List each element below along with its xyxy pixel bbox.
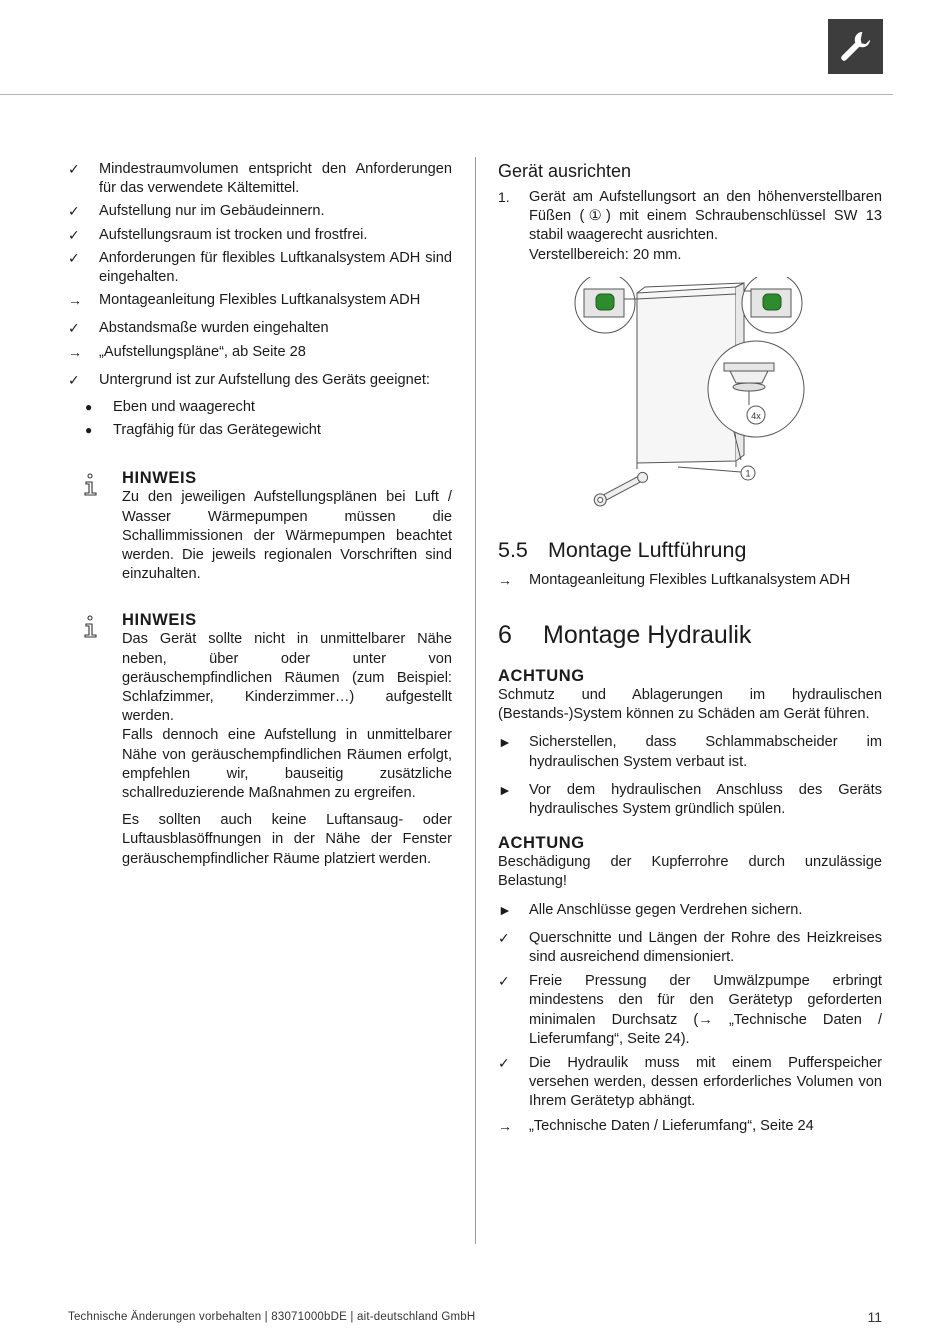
arrow-right-icon: → bbox=[68, 343, 82, 360]
distance-list bbox=[68, 319, 452, 361]
check-icon: ✓ bbox=[498, 973, 510, 990]
header-rule bbox=[0, 94, 893, 95]
list-item: ✓ Mindestraumvolumen entspricht den Anforderungen für das verwendete Kältemittel. bbox=[68, 161, 452, 197]
right-column bbox=[498, 160, 882, 1136]
bullet-icon: ● bbox=[85, 423, 93, 438]
callout-number: 1 bbox=[745, 468, 751, 479]
alignment-figure bbox=[498, 277, 882, 517]
cross-reference: → „Technische Daten / Lieferumfang“, Seite 24 bbox=[498, 1117, 882, 1136]
check-icon: ✓ bbox=[68, 161, 80, 177]
list-item: ✓ Abstandsmaße wurden eingehalten bbox=[68, 319, 452, 338]
align-heading: Gerät ausrichten bbox=[498, 161, 632, 181]
warning-text: Beschädigung der Kupferrohre durch unzulässige Belastung! bbox=[498, 854, 882, 890]
list-item: ✓ Untergrund ist zur Aufstellung des Geräts geeignet: bbox=[68, 371, 452, 390]
arrow-right-icon: → bbox=[498, 1117, 512, 1134]
check-icon: ✓ bbox=[68, 371, 80, 388]
note-text: Falls dennoch eine Aufstellung in unmittelbarer Nähe von geräuschempfindlichen Räumen erfolgt, empfehlen wir, bauseitig zusätzliche schallreduzierende Maßnahmen zu ergreifen. bbox=[122, 727, 452, 802]
step-item: ► Vor dem hydraulischen Anschluss des Geräts hydraulisches System gründlich spülen. bbox=[498, 781, 882, 818]
list-item: ✓ Die Hydraulik muss mit einem Pufferspeicher versehen werden, dessen erforderliches Volumen von Ihrem Gerätetyp abhängt. bbox=[498, 1055, 882, 1110]
note-title: HINWEIS bbox=[122, 611, 197, 630]
ground-bullets bbox=[68, 398, 452, 440]
requirements-list bbox=[68, 160, 452, 310]
step-item: 1. Gerät am Aufstellungsort an den höhenverstellbaren Füßen (①) mit einem Schraubenschlüssel SW 13 stabil waagerecht ausrichten. Verstellbereich: 20 mm. bbox=[498, 189, 882, 263]
appliance-illustration bbox=[498, 277, 882, 517]
column-divider bbox=[475, 157, 476, 1244]
note-box bbox=[68, 610, 452, 868]
warning-text: Schmutz und Ablagerungen im hydraulischen (Bestands-)System können zu Schäden am Gerät führen. bbox=[498, 687, 882, 723]
play-arrow-icon: ► bbox=[498, 734, 512, 751]
list-item: ● Tragfähig für das Gerätegewicht bbox=[68, 421, 452, 440]
note-box bbox=[68, 468, 452, 584]
note-title: HINWEIS bbox=[122, 469, 197, 488]
warning-block bbox=[498, 666, 882, 819]
list-item: ✓ Freie Pressung der Umwälzpumpe erbringt mindestens den für den Gerätetyp geforderten minimalen Durchsatz (→ „Technische Daten / Lieferumfang“, Seite 24). bbox=[498, 973, 882, 1047]
note-text: Es sollten auch keine Luftansaug- oder Luftausblasöffnungen in der Nähe der Fenster geräuschempfindlicher Räume platziert werden. bbox=[122, 812, 452, 867]
note-text: Das Gerät sollte nicht in unmittelbarer Nähe neben, über oder unter von geräuschempfindlichen Räumen (zum Beispiel: Schlafzimmer, Kinderzimmer…) aufgestellt werden. bbox=[122, 631, 452, 725]
arrow-right-icon: → bbox=[498, 571, 512, 588]
list-item: ✓ Aufstellung nur im Gebäudeinnern. bbox=[68, 202, 452, 221]
left-column bbox=[68, 160, 452, 869]
warning-title: ACHTUNG bbox=[498, 667, 585, 686]
check-icon: ✓ bbox=[498, 929, 510, 946]
wrench-icon bbox=[836, 27, 875, 66]
check-icon: ✓ bbox=[68, 203, 80, 220]
list-item: ✓ Anforderungen für flexibles Luftkanalsystem ADH sind eingehalten. bbox=[68, 249, 452, 286]
info-icon bbox=[82, 473, 100, 497]
footer-text: Technische Änderungen vorbehalten | 83071000bDE | ait-deutschland GmbH bbox=[68, 1311, 476, 1323]
play-arrow-icon: ► bbox=[498, 781, 512, 798]
section-heading: 5.5 Montage Luftführung bbox=[498, 537, 747, 562]
warning-title: ACHTUNG bbox=[498, 834, 585, 853]
section-badge bbox=[828, 19, 883, 74]
page-number: 11 bbox=[867, 1309, 882, 1325]
check-icon: ✓ bbox=[68, 226, 80, 243]
step-item: ► Alle Anschlüsse gegen Verdrehen sichern. bbox=[498, 901, 882, 920]
warning-block bbox=[498, 833, 882, 1136]
arrow-right-icon: → bbox=[68, 292, 82, 309]
check-icon: ✓ bbox=[498, 1055, 510, 1072]
list-item: ✓ Querschnitte und Längen der Rohre des Heizkreises sind ausreichend dimensioniert. bbox=[498, 929, 882, 966]
step-item: ► Sicherstellen, dass Schlammabscheider im hydraulischen System verbaut ist. bbox=[498, 734, 882, 770]
cross-reference: → Montageanleitung Flexibles Luftkanalsystem ADH bbox=[498, 571, 882, 590]
play-arrow-icon: ► bbox=[498, 901, 512, 918]
bullet-icon: ● bbox=[85, 400, 93, 415]
check-icon: ✓ bbox=[68, 249, 80, 266]
list-item: ✓ Aufstellungsraum ist trocken und frostfrei. bbox=[68, 226, 452, 245]
info-icon bbox=[82, 615, 100, 639]
cross-reference: → Montageanleitung Flexibles Luftkanalsystem ADH bbox=[68, 291, 452, 310]
quantity-badge: 4x bbox=[751, 410, 761, 421]
note-text: Zu den jeweiligen Aufstellungsplänen bei Luft / Wasser Wärmepumpen müssen die Schallimmissionen der Wärmepumpen beachtet werden. Die jeweils regionalen Vorschriften sind einzuhalten. bbox=[122, 489, 452, 583]
step-number: 1. bbox=[498, 189, 510, 205]
check-icon: ✓ bbox=[68, 320, 80, 337]
chapter-heading: 6 Montage Hydraulik bbox=[498, 621, 752, 650]
list-item: ● Eben und waagerecht bbox=[68, 398, 452, 417]
cross-reference: → „Aufstellungspläne“, ab Seite 28 bbox=[68, 343, 452, 362]
